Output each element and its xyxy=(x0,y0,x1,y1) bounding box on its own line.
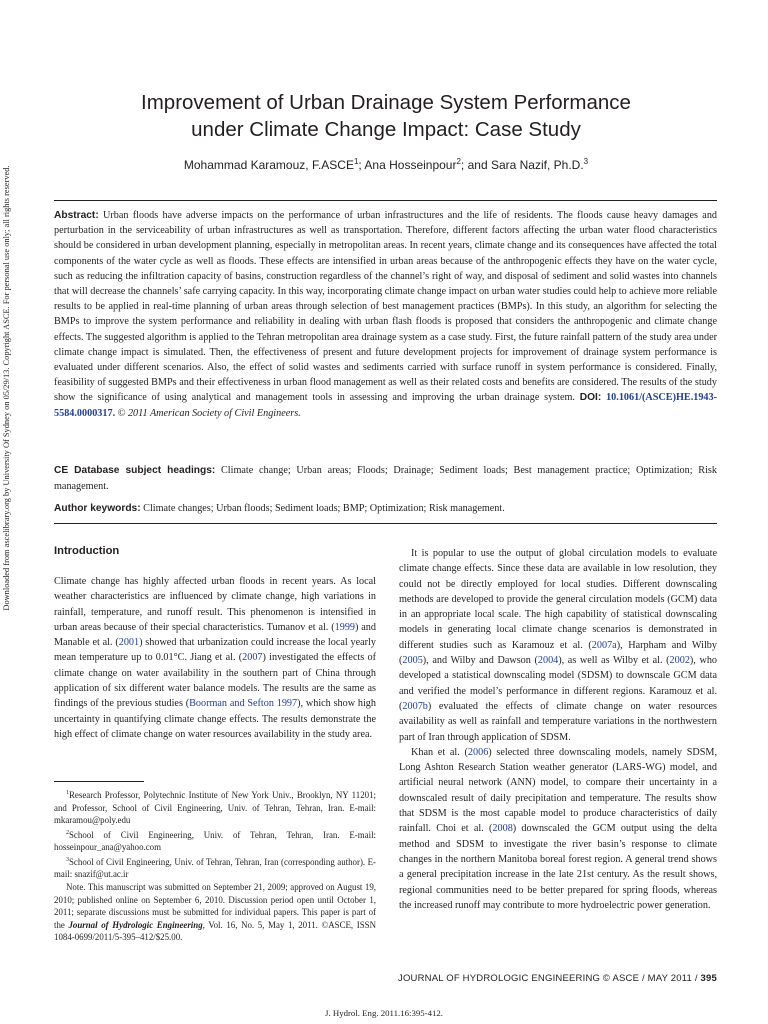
doi-label: DOI: xyxy=(579,392,602,404)
author-3: ; and Sara Nazif, Ph.D. xyxy=(460,158,584,172)
footnotes xyxy=(54,787,376,944)
intro-paragraph-1: Climate change has highly affected urban floods in recent years. As local weather characteristics are influenced by climate change, high variations in rainfall, temperature, and runoff result. This phenomenon is intensified in urban areas because of their special characteristics. Tumanov et al. (1999) and Manable et al. (2001) showed that urbanization could increase the local yearly mean temperature up to 0.01°C. Jiang et al. (2007) investigated the effects of climate change on water availability in the southern part of China through application of six different water balance models. The results are the same as findings of the previous studies (Boorman and Sefton 1997), which show high uncertainty in quantifying climate change effects. The results demonstrate the high effect of climate change on water resources availability in the study area. xyxy=(54,576,376,740)
left-column xyxy=(54,574,376,742)
author-keywords-text: Climate changes; Urban floods; Sediment loads; BMP; Optimization; Risk management. xyxy=(143,503,505,514)
footnote-2: $^2$School of Civil Engineering, Univ. of Tehran, Tehran, Iran. E-mail: hosseinpour_ana@yahoo.com xyxy=(54,829,376,853)
journal-name: Journal of Hydrologic Engineering xyxy=(68,919,203,930)
author-keywords-label: Author keywords: xyxy=(54,503,141,514)
download-notice: Downloaded from ascelibrary.org by University Of Sydney on 05/29/13. Copyright ASCE. For personal use only; all rights reserved. xyxy=(2,165,11,611)
ref-choi-2008[interactable]: 2008 xyxy=(492,823,513,835)
footnote-3: $^3$School of Civil Engineering, Univ. of Tehran, Tehran, Iran (corresponding author). E-mail: snazif@ut.ac.ir xyxy=(54,856,376,880)
author-keywords xyxy=(54,501,717,517)
journal-footer xyxy=(383,973,717,984)
copyright-notice: © 2011 American Society of Civil Engineers. xyxy=(117,407,301,419)
manuscript-note: Note. This manuscript was submitted on September 21, 2009; approved on August 19, 2010; published online on September 6, 2010. Discussion period open until October 1, 2011; separate discussions must be submitted for individual papers. This paper is part of the Journal of Hydrologic Engineering, Vol. 16, No. 5, May 1, 2011. ©ASCE, ISSN 1084-0699/2011/5-395–412/$25.00. xyxy=(54,882,377,943)
intro-paragraph-2: It is popular to use the output of global circulation models to evaluate climate change effects. Since these data are available in low resolution, they could not be directly employed for local studies. Different downscaling methods are developed to provide the general circulation models (GCM) data in an appropriate local scale. The high capability of statistical downscaling models in generating local climate change scenarios is demonstrated in different studies such as Karamouz et al. (2007a), Harpham and Wilby (2005), and Wilby and Dawson (2004), as well as Wilby et al. (2002), who developed a statistical downscaling model (SDSM) to downscale GCM data and verified the model’s performance in different regions. Karamouz et al. (2007b) evaluated the effects of climate change on water resources availability as well as rainfall and temperature variations in the northwestern part of Iran through application of SDSM. xyxy=(399,548,718,743)
intro-paragraph-3: Khan et al. (2006) selected three downscaling models, namely SDSM, Long Ashton Research Station weather generator (LARS-WG) model, and artificial neural network (ANN) model, to compare their uncertainty in a downscaled result of daily precipitation and temperature. The results show that SDSM is the most capable model to produce characteristics of daily rainfall. Choi et al. (2008) downscaled the GCM output using the delta method and SDSM to investigate the river basin’s response to climate changes in the northern Manitoba boreal forest region. A general trend shows a general precipitation increase in the late 21st century. As the result shows, regional communities need to be better prepared for spring floods, whereas the increased runoff may contribute to more hydroelectric power generation. xyxy=(399,746,718,911)
author-3-affiliation-mark: 3 xyxy=(583,157,589,166)
ref-wilby-2002[interactable]: 2002 xyxy=(669,655,690,667)
author-2: ; Ana Hosseinpour xyxy=(358,158,457,172)
subject-headings xyxy=(54,463,717,494)
ref-karamouz-2007a[interactable]: 2007a xyxy=(591,639,617,651)
footnote-divider xyxy=(54,781,144,782)
abstract xyxy=(54,208,717,421)
introduction-heading: Introduction xyxy=(54,545,120,557)
abstract-label: Abstract: xyxy=(54,210,99,221)
footnote-1: $^1$Research Professor, Polytechnic Institute of New York Univ., Brooklyn, NY 11201; and Professor, School of Civil Engineering, Univ. of Tehran, Tehran, Iran. E-mail: mkaramou@poly.edu xyxy=(54,789,376,826)
ref-tumanov-1999[interactable]: 1999 xyxy=(334,621,355,633)
paper-title xyxy=(60,89,712,143)
ref-harpham-wilby-2005[interactable]: 2005 xyxy=(402,655,423,667)
journal-footer-text: JOURNAL OF HYDROLOGIC ENGINEERING © ASCE / MAY 2011 / xyxy=(398,973,701,984)
author-1: Mohammad Karamouz, F.ASCE xyxy=(183,158,354,172)
ref-manable-2001[interactable]: 2001 xyxy=(118,637,140,649)
author-1-affiliation-mark: 1 xyxy=(353,157,359,166)
author-list xyxy=(60,154,712,173)
ref-jiang-2007[interactable]: 2007 xyxy=(242,652,263,664)
abstract-text: Urban floods have adverse impacts on the performance of urban infrastructures and the life of residents. The floods cause heavy damages and perturbation in the serviceability of urban infrastructures as well as transportation. Therefore, different factors affecting the urban water flood characteristics should be considered in urban development planning, especially in metropolitan areas. In recent years, climate change and its consequences have affected the total components of the water cycle as well as floods. These effects are intensified in urban areas because of the anthropogenic effects they have on the water cycle, such as reducing the infiltration capacity of basins, construction regardless of the channel’s right of way, and disposal of sediment and solid wastes into channels that will decrease the channels’ safe carrying capacity. In this way, incorporating climate change impact on urban water studies could help to achieve more reliable results to be applied in real-time planning of urban areas through selection of best management practices (BMPs). In this study, an algorithm for selecting the BMPs to improve the system performance and reliability in dealing with urban flash floods is proposed that considers the anthropogenic and climate change effects. The suggested algorithm is applied to the Tehran metropolitan area drainage system as a case study. First, the future rainfall pattern of the study area under climate change impact is simulated. Then, the effectiveness of present and future development projects for improvement of drainage system performance is evaluated under different scenarios. Also, the effect of solid wastes and sediments carried with surface runoff in system performance is considered. Finally, feasibility of suggested BMPs and their effectiveness in urban flood management as well as their related costs and benefits are considered. The results of the study show the significance of using analytical and management tools in assessing and improving the urban drainage system. xyxy=(54,210,718,404)
ref-boorman-sefton-1997[interactable]: Boorman and Sefton 1997 xyxy=(189,698,298,710)
ref-wilby-dawson-2004[interactable]: 2004 xyxy=(537,655,559,667)
title-line-1: Improvement of Urban Drainage System Performance xyxy=(141,91,631,114)
subject-headings-label: CE Database subject headings: xyxy=(54,465,216,476)
author-2-affiliation-mark: 2 xyxy=(456,157,461,166)
right-column xyxy=(399,546,717,913)
citation-line: J. Hydrol. Eng. 2011.16:395-412. xyxy=(325,1008,443,1018)
doi-link[interactable]: 10.1061/(ASCE)HE.1943-5584.0000317. xyxy=(54,392,718,419)
page-number: 395 xyxy=(700,973,717,984)
title-line-2: under Climate Change Impact: Case Study xyxy=(191,118,581,141)
ref-khan-2006[interactable]: 2006 xyxy=(467,746,489,758)
subject-headings-text: Climate change; Urban areas; Floods; Drainage; Sediment loads; Best management practice; Optimization; Risk management. xyxy=(54,465,717,492)
ref-karamouz-2007b[interactable]: 2007b xyxy=(402,700,428,712)
